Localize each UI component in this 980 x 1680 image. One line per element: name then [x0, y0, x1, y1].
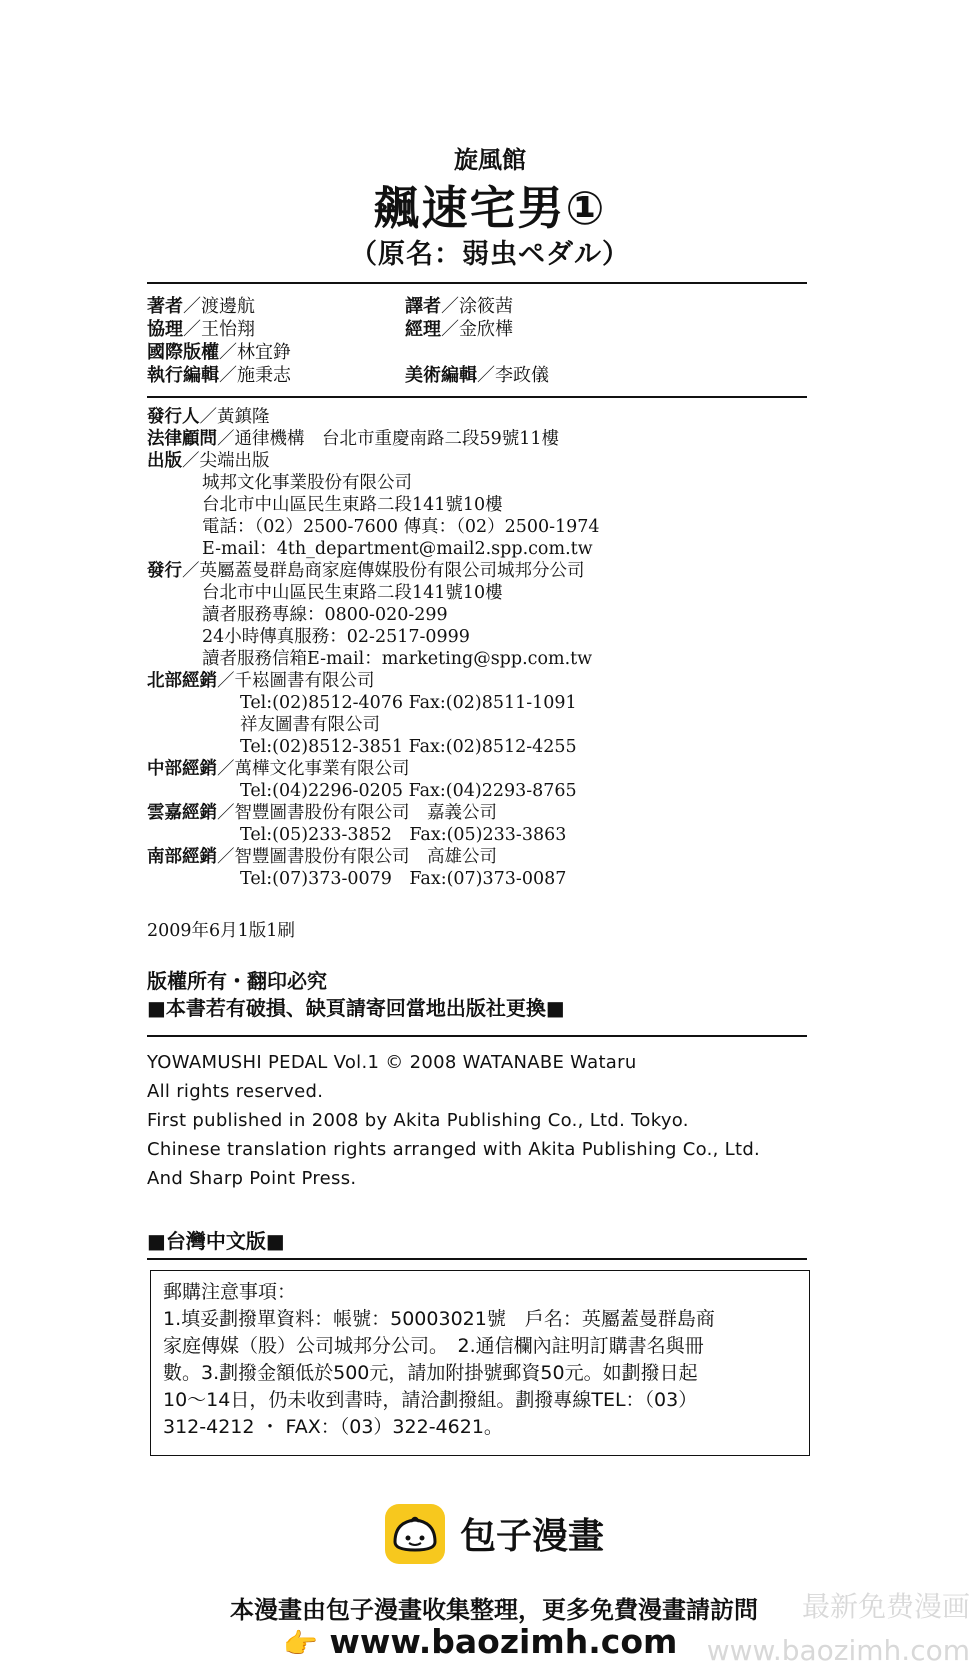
info-north-contact-2: Tel:(02)8512-3851 Fax:(02)8512-4255 — [240, 737, 577, 757]
site-url[interactable] — [283, 1622, 677, 1661]
taiwan-edition-label: ■台灣中文版■ — [147, 1229, 285, 1253]
watermark-line: 最新免费漫画 — [801, 1590, 970, 1623]
info-north-contact-1: Tel:(02)8512-4076 Fax:(02)8511-1091 — [240, 693, 577, 713]
watermark-url: www.baozimh.com — [706, 1634, 970, 1667]
credit-manager: 經理／金欣樺 — [405, 319, 513, 340]
info-yunjia-dist: 雲嘉經銷／智豐圖書股份有限公司 嘉義公司 — [147, 803, 497, 823]
info-legal: 法律顧問／通律機構 台北市重慶南路二段59號11樓 — [147, 429, 560, 449]
brand-name: 包子漫畫 — [460, 1516, 605, 1557]
notice-heading: 郵購注意事項： — [163, 1281, 297, 1303]
damage-notice: ■本書若有破損、缺頁請寄回當地出版社更換■ — [147, 996, 565, 1020]
info-distributor-address: 台北市中山區民生東路二段141號10樓 — [202, 583, 503, 603]
info-publisher-address: 台北市中山區民生東路二段141號10樓 — [202, 495, 503, 515]
info-publisher-email: E-mail：4th_department@mail2.spp.com.tw — [202, 539, 593, 559]
edition-date: 2009年6月1版1刷 — [147, 921, 295, 941]
info-north-company-2: 祥友圖書有限公司 — [240, 715, 380, 735]
original-title: （原名：弱虫ペダル） — [350, 239, 630, 270]
credit-assist: 協理／王怡翔 — [147, 319, 255, 340]
book-title: 飆速宅男① — [373, 181, 607, 235]
notice-line: 10～14日，仍未收到書時，請洽劃撥組。劃撥專線TEL：（03） — [163, 1389, 698, 1411]
info-publisher-company: 城邦文化事業股份有限公司 — [202, 473, 412, 493]
info-service-line: 讀者服務專線：0800-020-299 — [202, 605, 448, 625]
divider — [147, 282, 807, 284]
info-publisher-phone: 電話：（02）2500-7600 傳真：（02）2500-1974 — [202, 517, 600, 537]
url-text[interactable]: www.baozimh.com — [329, 1622, 678, 1661]
credit-translator: 譯者／涂筱茜 — [405, 296, 513, 317]
info-issuer: 發行人／黃鎮隆 — [147, 407, 270, 427]
translation-rights: Chinese translation rights arranged with Akita Publishing Co., Ltd. — [147, 1139, 761, 1160]
watermark — [707, 1585, 970, 1673]
baozi-logo-icon — [385, 1504, 445, 1564]
divider — [147, 396, 807, 398]
info-fax-service: 24小時傳真服務：02-2517-0999 — [202, 627, 470, 647]
info-south-dist: 南部經銷／智豐圖書股份有限公司 高雄公司 — [147, 847, 497, 867]
rights-reserved: All rights reserved. — [147, 1081, 324, 1102]
notice-line: 312-4212 ・ FAX：（03）322-4621。 — [163, 1416, 503, 1438]
divider — [147, 1258, 807, 1260]
info-service-email: 讀者服務信箱E-mail：marketing@spp.com.tw — [202, 649, 593, 669]
sharp-point: And Sharp Point Press. — [147, 1168, 357, 1189]
notice-line: 1.填妥劃撥單資料：帳號：50003021號 戶名：英屬蓋曼群島商 — [163, 1308, 715, 1330]
publisher-name: 旋風館 — [454, 146, 526, 174]
divider — [147, 1035, 807, 1037]
copyright-line: YOWAMUSHI PEDAL Vol.1 © 2008 WATANABE Wataru — [147, 1052, 637, 1073]
info-yunjia-contact: Tel:(05)233-3852 Fax:(05)233-3863 — [240, 825, 567, 845]
mail-order-notice — [150, 1270, 810, 1456]
first-published: First published in 2008 by Akita Publishing Co., Ltd. Tokyo. — [147, 1110, 689, 1131]
pointing-hand-icon: 👉 — [283, 1627, 318, 1660]
info-north-dist: 北部經銷／千崧圖書有限公司 — [147, 671, 375, 691]
credit-exec-editor: 執行編輯／施秉志 — [147, 365, 291, 386]
credit-art-editor: 美術編輯／李政儀 — [405, 365, 549, 386]
info-central-contact: Tel:(04)2296-0205 Fax:(04)2293-8765 — [240, 781, 577, 801]
info-central-dist: 中部經銷／萬樺文化事業有限公司 — [147, 759, 410, 779]
credit-author: 著者／渡邊航 — [147, 296, 255, 317]
rights-notice: 版權所有・翻印必究 — [147, 969, 327, 993]
info-south-contact: Tel:(07)373-0079 Fax:(07)373-0087 — [240, 869, 567, 889]
notice-line: 家庭傳媒（股）公司城邦分公司。 2.通信欄內註明訂購書名與冊 — [163, 1335, 704, 1357]
collection-note: 本漫畫由包子漫畫收集整理，更多免費漫畫請訪問 — [230, 1596, 758, 1624]
info-publisher: 出版／尖端出版 — [147, 451, 270, 471]
info-distributor: 發行／英屬蓋曼群島商家庭傳媒股份有限公司城邦分公司 — [147, 561, 585, 581]
notice-line: 數。3.劃撥金額低於500元，請加附掛號郵資50元。如劃撥日起 — [163, 1362, 698, 1384]
credit-intl: 國際版權／林宜錚 — [147, 342, 291, 363]
